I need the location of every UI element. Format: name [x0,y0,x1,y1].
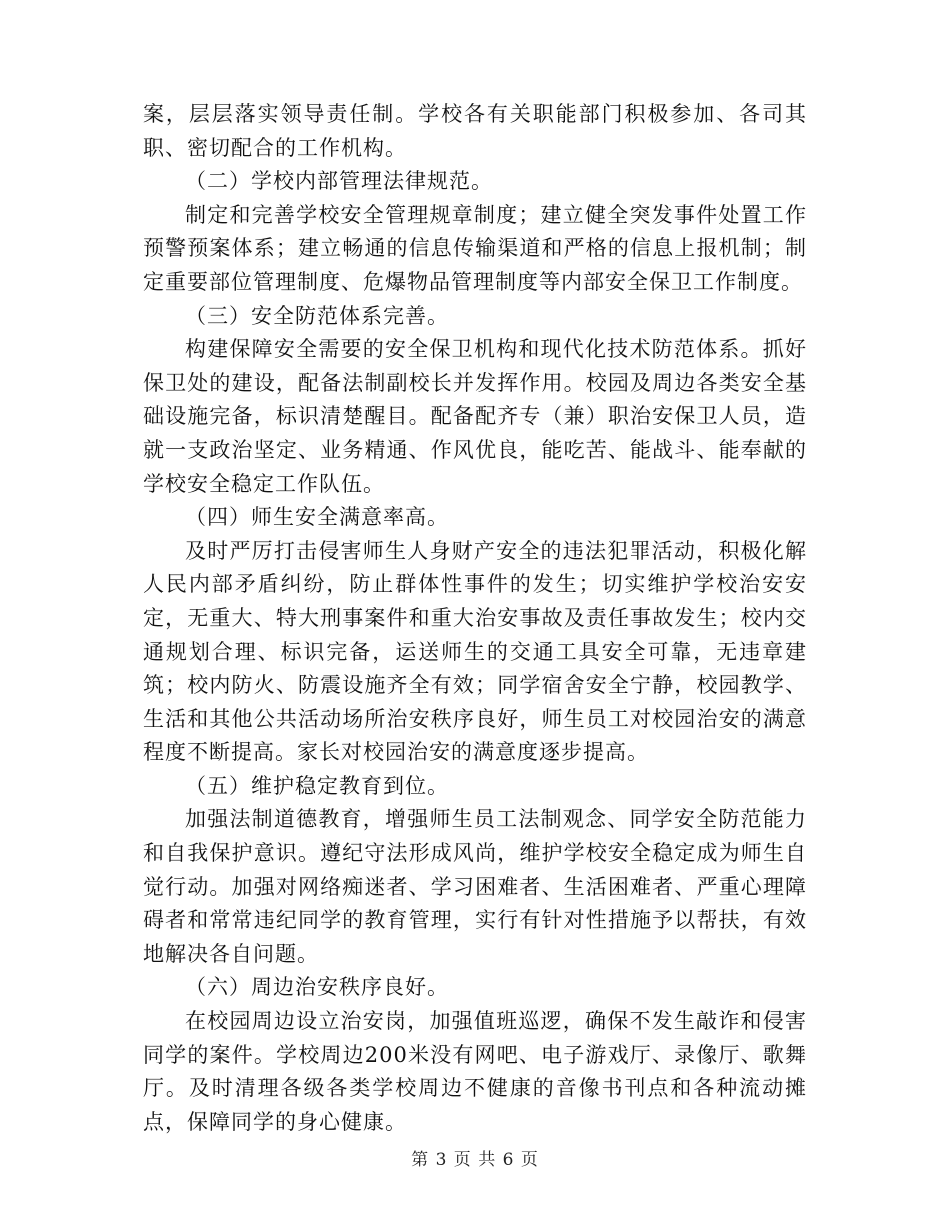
paragraph: 在校园周边设立治安岗，加强值班巡逻，确保不发生敲诈和侵害同学的案件。学校周边200米没有网吧、电子游戏厅、录像厅、歌舞厅。及时清理各级各类学校周边不健康的音像书刊点和各种流动摊点，保障同学的身心健康。 [143,1009,807,1134]
paragraph: 制定和完善学校安全管理规章制度；建立健全突发事件处置工作预警预案体系；建立畅通的信息传输渠道和严格的信息上报机制；制定重要部位管理制度、危爆物品管理制度等内部安全保卫工作制度。 [143,202,807,294]
document-body [143,98,807,1139]
section-heading: （四）师生安全满意率高。 [185,505,449,530]
paragraph: 案，层层落实领导责任制。学校各有关职能部门积极参加、各司其职、密切配合的工作机构。 [143,102,807,160]
paragraph: 构建保障安全需要的安全保卫机构和现代化技术防范体系。抓好保卫处的建设，配备法制副校长并发挥作用。校园及周边各类安全基础设施完备，标识清楚醒目。配备配齐专（兼）职治安保卫人员，造就一支政治坚定、业务精通、作风优良，能吃苦、能战斗、能奉献的学校安全稳定工作队伍。 [143,337,807,496]
paragraph: 及时严厉打击侵害师生人身财产安全的违法犯罪活动，积极化解人民内部矛盾纠纷，防止群体性事件的发生；切实维护学校治安安定，无重大、特大刑事案件和重大治安事故及责任事故发生；校内交通规划合理、标识完备，运送师生的交通工具安全可靠，无违章建筑；校内防火、防震设施齐全有效；同学宿舍安全宁静，校园教学、生活和其他公共活动场所治安秩序良好，师生员工对校园治安的满意程度不断提高。家长对校园治安的满意度逐步提高。 [143,538,807,765]
section-heading: （五）维护稳定教育到位。 [185,773,449,798]
page-number-footer: 第 3 页 共 6 页 [411,1150,539,1170]
section-heading: （六）周边治安秩序良好。 [185,975,449,1000]
paragraph: 加强法制道德教育，增强师生员工法制观念、同学安全防范能力和自我保护意识。遵纪守法形成风尚，维护学校安全稳定成为师生自觉行动。加强对网络痴迷者、学习困难者、生活困难者、严重心理障碍者和常常违纪同学的教育管理，实行有针对性措施予以帮扶，有效地解决各自问题。 [143,807,807,966]
section-heading: （三）安全防范体系完善。 [185,303,449,328]
section-heading: （二）学校内部管理法律规范。 [185,169,493,194]
